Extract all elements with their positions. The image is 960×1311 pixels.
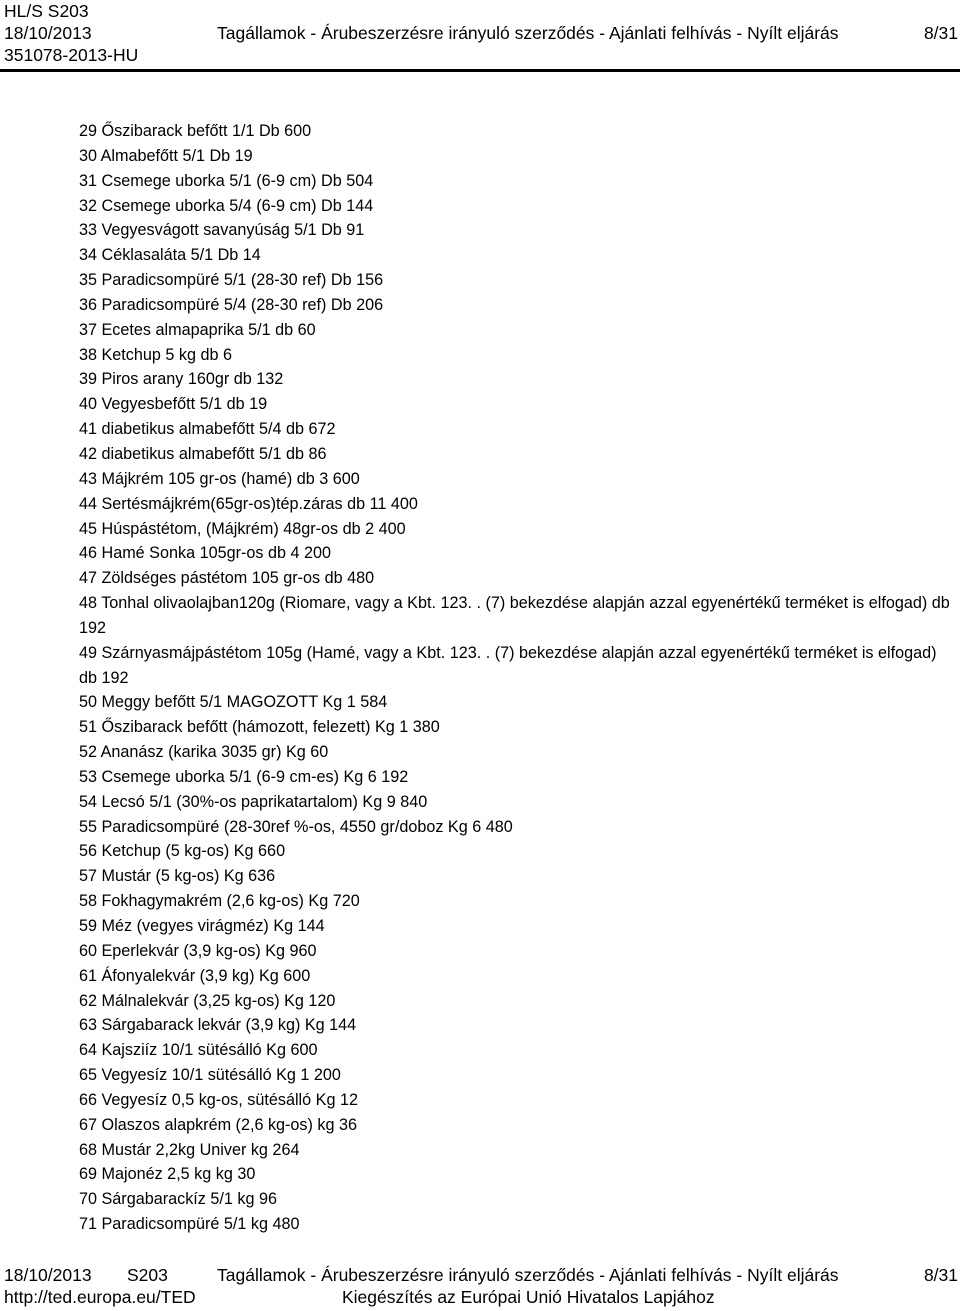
page-header (0, 0, 960, 66)
header-date: 18/10/2013 (4, 23, 92, 43)
list-item: 51 Őszibarack befőtt (hámozott, felezett) Kg 1 380 (79, 718, 440, 737)
footer-row-1 (0, 1264, 960, 1286)
list-item: 60 Eperlekvár (3,9 kg-os) Kg 960 (79, 941, 317, 960)
list-item: 48 Tonhal olivaolajban120g (Riomare, vagy a Kbt. 123. . (7) bekezdése alapján azzal egyenértékű terméket is elfogad) db 192 (79, 594, 950, 637)
list-item: 68 Mustár 2,2kg Univer kg 264 (79, 1140, 300, 1159)
list-item: 39 Piros arany 160gr db 132 (79, 370, 284, 389)
header-row-2 (0, 22, 960, 44)
header-page-number: 8/31 (923, 23, 958, 43)
list-item: 70 Sárgabarackíz 5/1 kg 96 (79, 1190, 277, 1209)
header-title: Tagállamok - Árubeszerzésre irányuló szerződés - Ajánlati felhívás - Nyílt eljárás (217, 23, 839, 43)
list-item: 67 Olaszos alapkrém (2,6 kg-os) kg 36 (79, 1115, 358, 1134)
footer-supplement: Kiegészítés az Európai Unió Hivatalos Lapjához (342, 1287, 715, 1307)
list-item: 66 Vegyesíz 0,5 kg-os, sütésálló Kg 12 (79, 1090, 358, 1109)
list-item: 34 Céklasaláta 5/1 Db 14 (79, 246, 261, 265)
footer-row-2 (0, 1286, 960, 1308)
list-item: 62 Málnalekvár (3,25 kg-os) Kg 120 (79, 991, 336, 1010)
footer-url-link[interactable]: http://ted.europa.eu/TED (4, 1287, 196, 1307)
header-row-3 (0, 44, 960, 66)
list-item: 53 Csemege uborka 5/1 (6-9 cm-es) Kg 6 192 (79, 767, 409, 786)
list-item: 59 Méz (vegyes virágméz) Kg 144 (79, 917, 325, 935)
list-item: 31 Csemege uborka 5/1 (6-9 cm) Db 504 (79, 171, 374, 190)
list-item: 57 Mustár (5 kg-os) Kg 636 (79, 867, 276, 886)
list-item: 44 Sertésmájkrém(65gr-os)tép.záras db 11 400 (79, 494, 418, 513)
list-item: 71 Paradicsompüré 5/1 kg 480 (79, 1215, 300, 1234)
list-item: 58 Fokhagymakrém (2,6 kg-os) Kg 720 (79, 892, 360, 911)
list-item: 32 Csemege uborka 5/4 (6-9 cm) Db 144 (79, 196, 374, 215)
list-item: 52 Ananász (karika 3035 gr) Kg 60 (79, 743, 329, 762)
list-item: 30 Almabefőtt 5/1 Db 19 (79, 146, 253, 165)
list-item: 65 Vegyesíz 10/1 sütésálló Kg 1 200 (79, 1066, 341, 1085)
list-item: 61 Áfonyalekvár (3,9 kg) Kg 600 (79, 966, 311, 985)
list-item: 29 Őszibarack befőtt 1/1 Db 600 (79, 122, 312, 140)
list-item: 36 Paradicsompüré 5/4 (28-30 ref) Db 206 (79, 295, 384, 314)
list-item: 33 Vegyesvágott savanyúság 5/1 Db 91 (79, 221, 365, 240)
list-item: 42 diabetikus almabefőtt 5/1 db 86 (79, 444, 327, 463)
list-item: 43 Májkrém 105 gr-os (hamé) db 3 600 (79, 469, 360, 488)
list-item: 63 Sárgabarack lekvár (3,9 kg) Kg 144 (79, 1016, 357, 1035)
list-item: 46 Hamé Sonka 105gr-os db 4 200 (79, 544, 331, 563)
footer-date: 18/10/2013 (4, 1265, 92, 1285)
list-item: 69 Majonéz 2,5 kg kg 30 (79, 1165, 256, 1184)
footer-series: S203 (127, 1265, 168, 1285)
list-item: 37 Ecetes almapaprika 5/1 db 60 (79, 320, 316, 339)
list-item: 49 Szárnyasmájpástétom 105g (Hamé, vagy a Kbt. 123. . (7) bekezdése alapján azzal egyenértékű terméket is elfogad) db 192 (79, 643, 937, 687)
notice-id: 351078-2013-HU (4, 45, 139, 65)
footer-title: Tagállamok - Árubeszerzésre irányuló szerződés - Ajánlati felhívás - Nyílt eljárás (217, 1265, 839, 1285)
page-footer (0, 1264, 960, 1308)
list-item: 35 Paradicsompüré 5/1 (28-30 ref) Db 156 (79, 271, 384, 290)
journal-reference: HL/S S203 (4, 1, 89, 21)
list-item: 64 Kajsziíz 10/1 sütésálló Kg 600 (79, 1041, 318, 1060)
list-item: 40 Vegyesbefőtt 5/1 db 19 (79, 395, 268, 414)
list-item: 47 Zöldséges pástétom 105 gr-os db 480 (79, 569, 375, 588)
item-list (79, 119, 951, 1237)
footer-page-number: 8/31 (923, 1265, 958, 1285)
list-item: 55 Paradicsompüré (28-30ref %-os, 4550 gr/doboz Kg 6 480 (79, 817, 513, 836)
list-item: 41 diabetikus almabefőtt 5/4 db 672 (79, 420, 336, 439)
header-row-1 (0, 0, 960, 22)
header-divider (0, 69, 960, 72)
list-item: 50 Meggy befőtt 5/1 MAGOZOTT Kg 1 584 (79, 693, 388, 712)
list-item: 45 Húspástétom, (Májkrém) 48gr-os db 2 400 (79, 519, 406, 538)
list-item: 56 Ketchup (5 kg-os) Kg 660 (79, 842, 286, 861)
list-item: 54 Lecsó 5/1 (30%-os paprikatartalom) Kg 9 840 (79, 792, 428, 811)
list-item: 38 Ketchup 5 kg db 6 (79, 345, 232, 364)
